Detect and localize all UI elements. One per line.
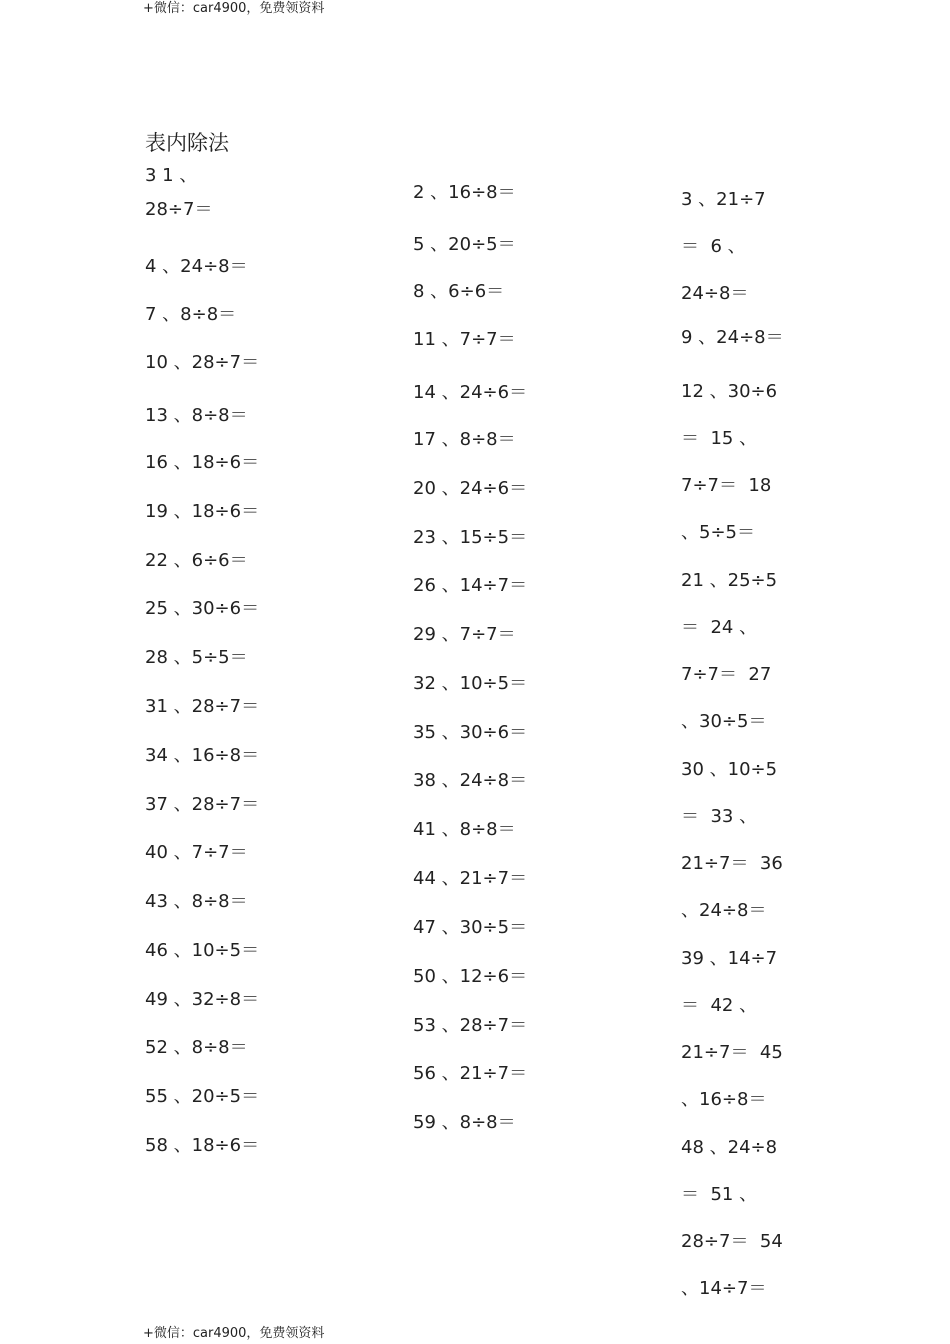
problem-line: ＝ 42 、: [681, 995, 758, 1016]
problem-line: ＝ 33 、: [681, 806, 758, 827]
watermark-bottom: +微信：car4900，免费领资料: [143, 1326, 325, 1341]
problem-line: 17 、8÷8＝: [413, 429, 516, 450]
problem-line: 59 、8÷8＝: [413, 1112, 516, 1133]
problem-line: 7 、8÷8＝: [145, 304, 237, 325]
problem-line: 26 、14÷7＝: [413, 575, 528, 596]
problem-line: 、5÷5＝: [681, 522, 755, 543]
problem-line: 30 、10÷5: [681, 759, 778, 780]
problem-line: 47 、30÷5＝: [413, 917, 528, 938]
problem-line: 50 、12÷6＝: [413, 966, 528, 987]
problem-line: ＝ 24 、: [681, 617, 758, 638]
problem-line: 46 、10÷5＝: [145, 940, 260, 961]
problem-line: 4 、24÷8＝: [145, 256, 248, 277]
problem-line: 29 、7÷7＝: [413, 624, 516, 645]
problem-line: 9 、24÷8＝: [681, 327, 784, 348]
problem-line: 48 、24÷8: [681, 1137, 778, 1158]
problem-line: 25 、30÷6＝: [145, 598, 260, 619]
problem-line: ＝ 15 、: [681, 428, 758, 449]
problem-line: 、30÷5＝: [681, 711, 767, 732]
problem-line: 37 、28÷7＝: [145, 794, 260, 815]
problem-line: 49 、32÷8＝: [145, 989, 260, 1010]
problem-line: 、14÷7＝: [681, 1278, 767, 1299]
problem-line: 2 、16÷8＝: [413, 182, 516, 203]
problem-line: 10 、28÷7＝: [145, 352, 260, 373]
problem-line: 3 、21÷7: [681, 189, 766, 210]
problem-line: 、16÷8＝: [681, 1089, 767, 1110]
problem-line: 、24÷8＝: [681, 900, 767, 921]
problem-line: 32 、10÷5＝: [413, 673, 528, 694]
problem-line: 53 、28÷7＝: [413, 1015, 528, 1036]
problem-line: 40 、7÷7＝: [145, 842, 248, 863]
problem-line: 13 、8÷8＝: [145, 405, 248, 426]
problem-line: 16 、18÷6＝: [145, 452, 260, 473]
problem-line: 28 、5÷5＝: [145, 647, 248, 668]
problem-line: 24÷8＝: [681, 283, 749, 304]
problem-line: 8 、6÷6＝: [413, 281, 505, 302]
problem-line: 43 、8÷8＝: [145, 891, 248, 912]
problem-line: 21÷7＝ 36: [681, 853, 783, 874]
problem-line: 56 、21÷7＝: [413, 1063, 528, 1084]
problem-line: 39 、14÷7: [681, 948, 778, 969]
problem-line: 5 、20÷5＝: [413, 234, 516, 255]
problem-line: 58 、18÷6＝: [145, 1135, 260, 1156]
problem-line: 14 、24÷6＝: [413, 382, 528, 403]
problem-line: 55 、20÷5＝: [145, 1086, 260, 1107]
watermark-top: +微信：car4900，免费领资料: [143, 1, 325, 16]
problem-line: 20 、24÷6＝: [413, 478, 528, 499]
problem-line: 41 、8÷8＝: [413, 819, 516, 840]
problem-line: 22 、6÷6＝: [145, 550, 248, 571]
problem-line: 28÷7＝ 54: [681, 1231, 783, 1252]
problem-line: 11 、7÷7＝: [413, 329, 516, 350]
problem-line: 7÷7＝ 18: [681, 475, 772, 496]
problem-line: ＝ 51 、: [681, 1184, 758, 1205]
problem-line: 31 、28÷7＝: [145, 696, 260, 717]
problem-line: 21÷7＝ 45: [681, 1042, 783, 1063]
page-title: 表内除法: [145, 131, 229, 155]
problem-line: 38 、24÷8＝: [413, 770, 528, 791]
problem-line: 21 、25÷5: [681, 570, 778, 591]
problem-line: 52 、8÷8＝: [145, 1037, 248, 1058]
problem-line: ＝ 6 、: [681, 236, 746, 257]
problem-line: 3 1 、: [145, 165, 198, 186]
problem-line: 19 、18÷6＝: [145, 501, 260, 522]
problem-line: 35 、30÷6＝: [413, 722, 528, 743]
problem-line: 23 、15÷5＝: [413, 527, 528, 548]
problem-line: 34 、16÷8＝: [145, 745, 260, 766]
problem-line: 28÷7＝: [145, 199, 213, 220]
problem-line: 12 、30÷6: [681, 381, 778, 402]
problem-line: 44 、21÷7＝: [413, 868, 528, 889]
problem-line: 7÷7＝ 27: [681, 664, 772, 685]
